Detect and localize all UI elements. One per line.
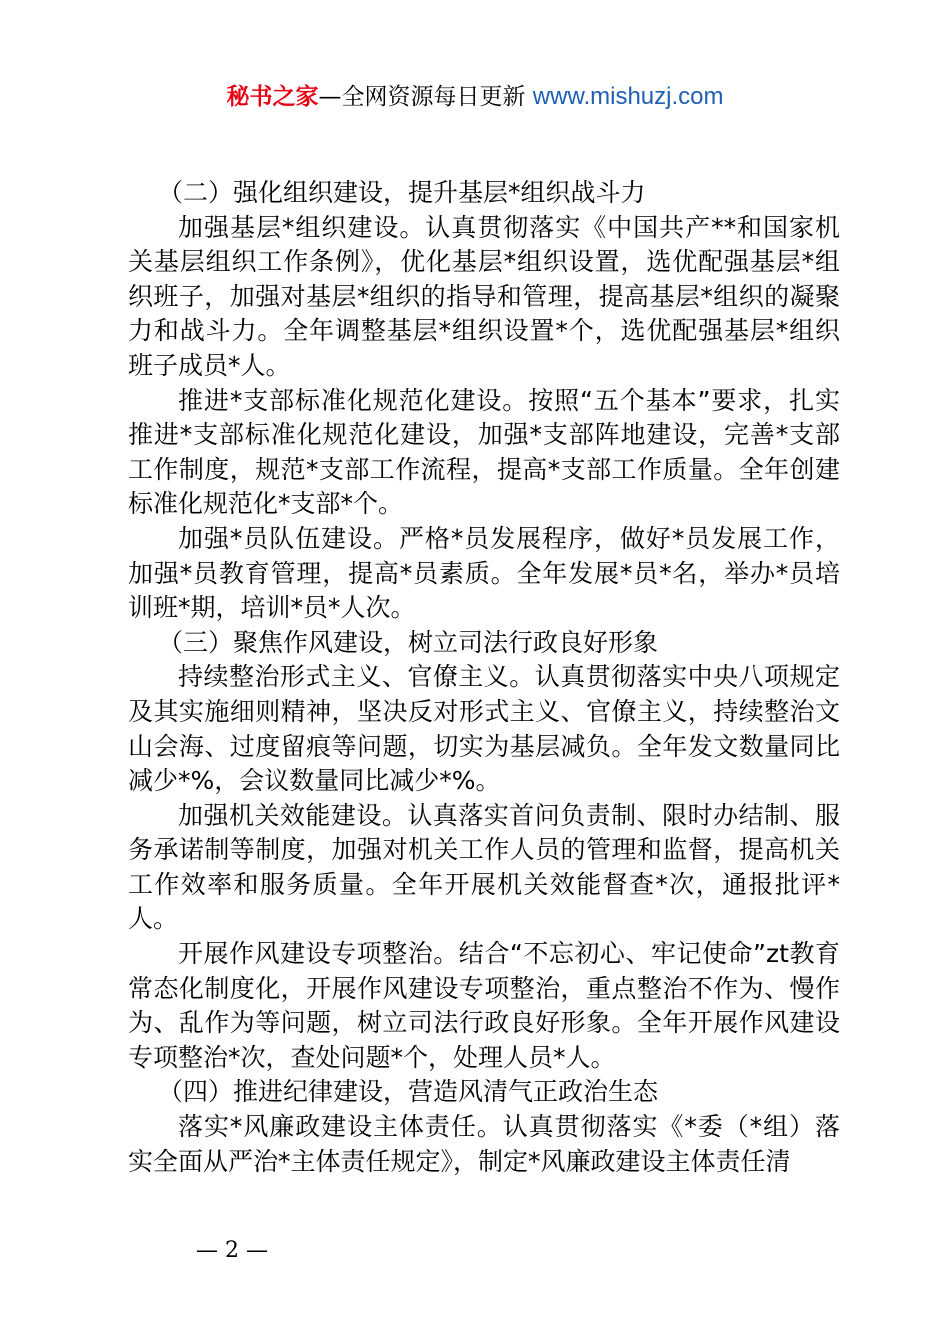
section-heading-2: （二）强化组织建设，提升基层*组织战斗力 [158, 178, 646, 207]
section-heading-3: （三）聚焦作风建设，树立司法行政良好形象 [158, 627, 659, 657]
body-paragraph: 加强机关效能建设。认真落实首问负责制、限时办结制、服务承诺制等制度，加强对机关工作人员的管理和监督，提高机关工作效率和服务质量。全年开展机关效能督查*次，通报批评*人。 [128, 800, 840, 934]
page-number: — 2 — [196, 1238, 268, 1263]
body-paragraph: 持续整治形式主义、官僚主义。认真贯彻落实中央八项规定及其实施细则精神，坚决反对形式主义、官僚主义，持续整治文山会海、过度留痕等问题，切实为基层减负。全年发文数量同比减少*%，会议数量同比减少*%。 [128, 662, 840, 796]
body-paragraph: 落实*风廉政建设主体责任。认真贯彻落实《*委（*组）落实全面从严治*主体责任规定》，制定*风廉政建设主体责任清 [128, 1112, 840, 1176]
site-url-link[interactable]: www.mishuzj.com [532, 83, 724, 110]
document-body [128, 176, 840, 1179]
site-header [0, 80, 950, 114]
section-heading-4: （四）推进纪律建设，营造风清气正政治生态 [158, 1077, 659, 1107]
body-paragraph: 加强基层*组织建设。认真贯彻落实《中国共产**和国家机关基层组织工作条例》，优化基层*组织设置，选优配强基层*组织班子，加强对基层*组织的指导和管理，提高基层*组织的凝聚力和战斗力。全年调整基层*组织设置*个，选优配强基层*组织班子成员*人。 [128, 212, 840, 380]
site-tagline: —全网资源每日更新 [318, 84, 533, 110]
body-paragraph: 加强*员队伍建设。严格*员发展程序，做好*员发展工作，加强*员教育管理，提高*员素质。全年发展*员*名，举办*员培训班*期，培训*员*人次。 [128, 523, 840, 623]
site-brand: 秘书之家 [226, 84, 319, 110]
body-paragraph: 推进*支部标准化规范化建设。按照“五个基本”要求，扎实推进*支部标准化规范化建设，加强*支部阵地建设，完善*支部工作制度，规范*支部工作流程，提高*支部工作质量。全年创建标准化规范化*支部*个。 [128, 385, 840, 519]
body-paragraph: 开展作风建设专项整治。结合“不忘初心、牢记使命”zt教育常态化制度化，开展作风建设专项整治，重点整治不作为、慢作为、乱作为等问题，树立司法行政良好形象。全年开展作风建设专项整治*次，查处问题*个，处理人员*人。 [128, 939, 840, 1072]
